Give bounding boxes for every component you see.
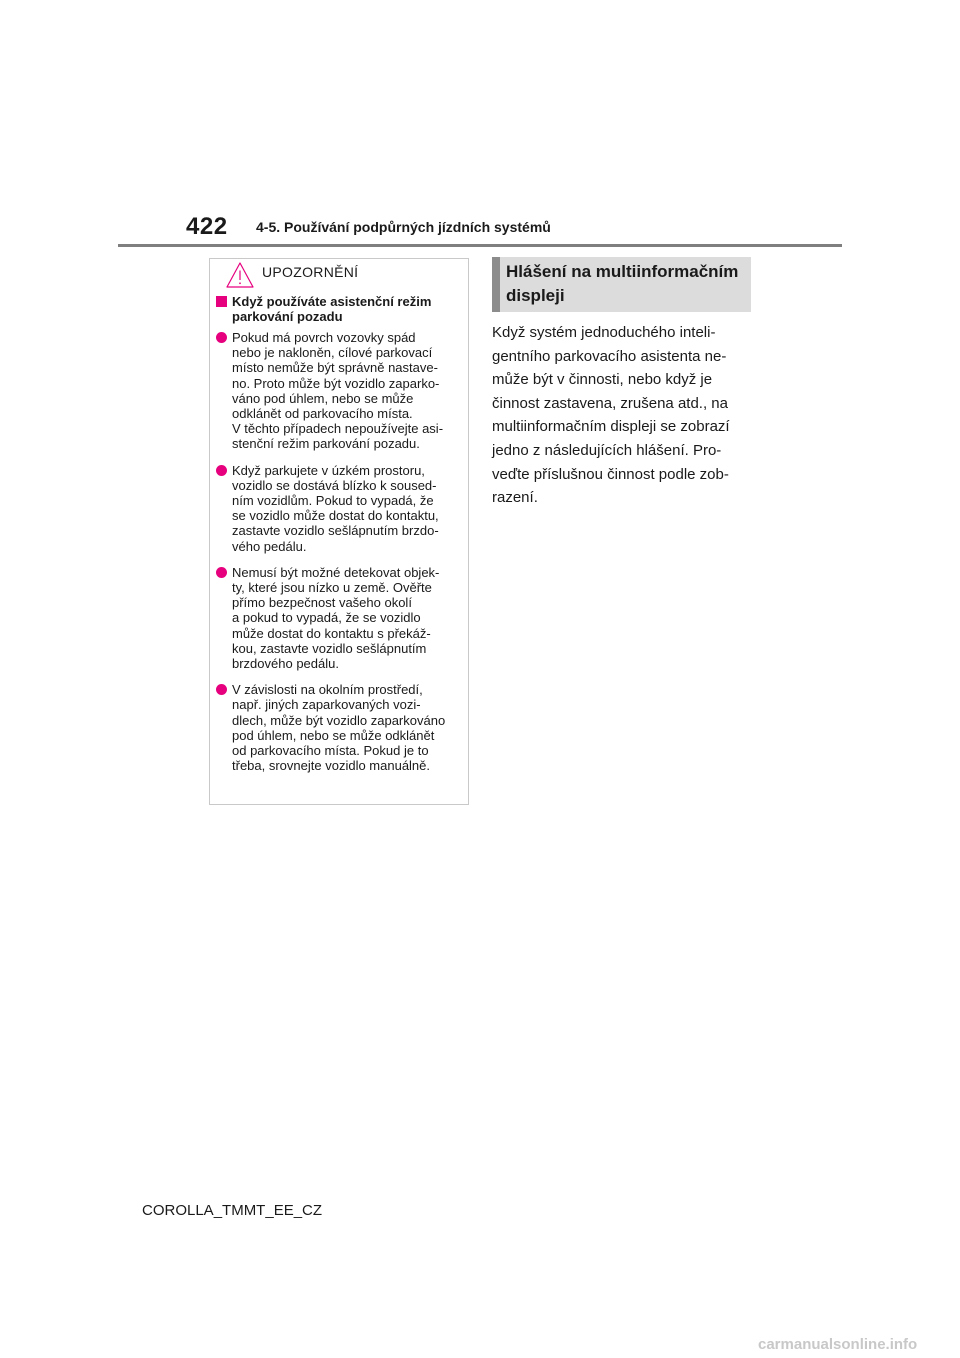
page-number: 422	[186, 213, 228, 240]
warning-list-item	[214, 463, 462, 554]
heading-accent-bar	[492, 257, 500, 312]
square-bullet-icon	[216, 296, 227, 307]
warning-list-item	[214, 330, 462, 452]
info-heading-box	[492, 257, 751, 312]
warning-box	[209, 258, 469, 805]
warning-subheading-text: Když používáte asistenční režim parkování pozadu	[232, 294, 432, 324]
warning-list-item	[214, 565, 462, 671]
warning-list-item	[214, 682, 462, 773]
warning-triangle-icon	[225, 261, 255, 289]
warning-item-text: Nemusí být možné detekovat objek- ty, které jsou nízko u země. Ověřte přímo bezpečnost vašeho okolí a pokud to vypadá, že se vozidlo může dostat do kontaktu s překáž- kou, zastavte vozidlo sešlápnutím brzdového pedálu.	[232, 564, 440, 672]
warning-item-text: V závislosti na okolním prostředí, např. jiných zaparkovaných vozi- dlech, může být vozidlo zaparkováno pod úhlem, nebo se může odklánět od parkovacího místa. Pokud je to třeba, srovnejte vozidlo manuálně.	[232, 682, 446, 774]
section-title: 4-5. Používání podpůrných jízdních systémů	[256, 219, 551, 235]
round-bullet-icon	[216, 465, 227, 476]
warning-header	[210, 259, 468, 289]
round-bullet-icon	[216, 332, 227, 343]
round-bullet-icon	[216, 567, 227, 578]
info-heading: Hlášení na multiinformačním displeji	[506, 262, 739, 305]
watermark: carmanualsonline.info	[758, 1336, 918, 1353]
info-body-text: Když systém jednoduchého inteli- gentního parkovacího asistenta ne- může být v činnosti, nebo když je činnost zastavena, zrušena atd., na multiinformačním displeji se zobrazí jedno z následujících hlášení. Pro- veďte příslušnou činnost podle zob- razení.	[492, 324, 730, 507]
round-bullet-icon	[216, 684, 227, 695]
warning-subheading	[214, 294, 462, 324]
warning-content	[210, 289, 468, 773]
warning-title: UPOZORNĚNÍ	[262, 264, 359, 280]
document-code: COROLLA_TMMT_EE_CZ	[142, 1202, 323, 1219]
header-divider	[118, 244, 842, 247]
warning-item-text: Když parkujete v úzkém prostoru, vozidlo se dostává blízko k soused- ním vozidlům. Pokud to vypadá, že se vozidlo může dostat do kontaktu, zastavte vozidlo sešlápnutím brzdo- vého pedálu.	[232, 462, 439, 554]
warning-item-text: Pokud má povrch vozovky spád nebo je nakloněn, cílové parkovací místo nemůže být správně nastave- no. Proto může být vozidlo zaparko- váno pod úhlem, nebo se může odklánět od parkovacího místa. V těchto případech nepoužívejte asi- stenční režim parkování pozadu.	[232, 330, 444, 452]
